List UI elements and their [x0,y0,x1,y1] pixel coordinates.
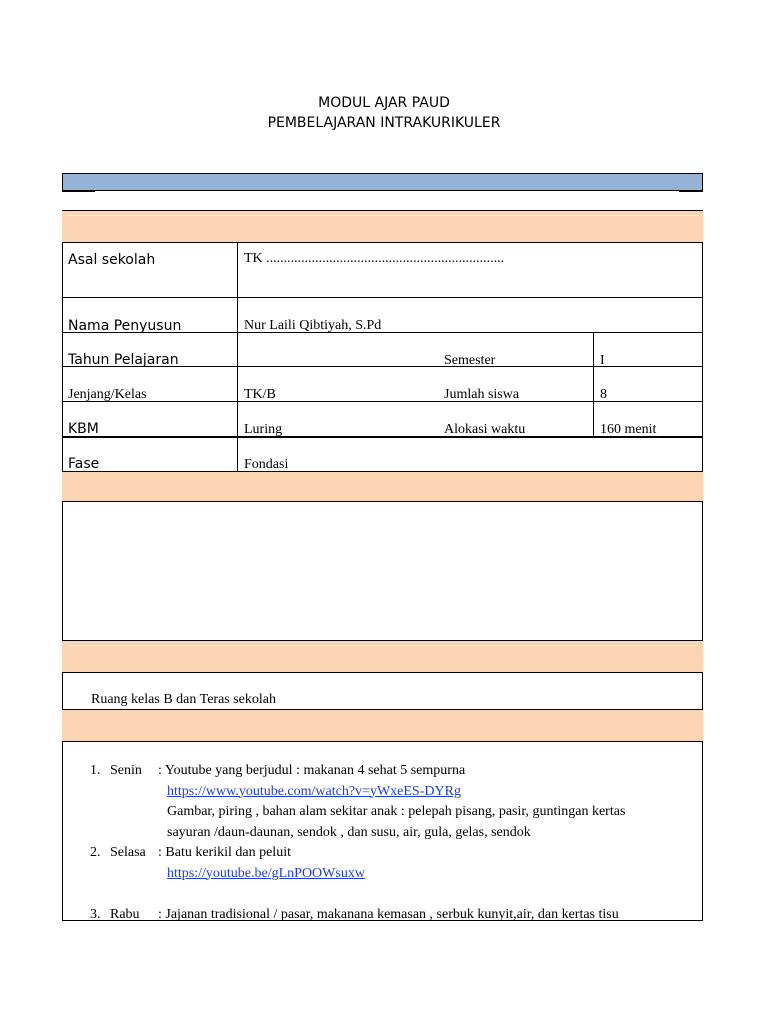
item-number: 2. [90,845,101,860]
item-text: : Youtube yang berjudul : makanan 4 sehat 5 sempurna [158,763,466,778]
jenjang-kelas-value: TK/B [244,387,276,402]
item-number: 3. [90,906,101,922]
column-divider [593,332,594,437]
alokasi-waktu-label: Alokasi waktu [444,422,526,437]
jumlah-siswa-label: Jumlah siswa [444,387,520,402]
item-day: Senin [110,763,142,778]
section-band-4 [62,709,703,742]
section-band-identity [62,210,703,243]
semester-label: Semester [444,353,496,368]
alokasi-waktu-value: 160 menit [600,422,657,437]
item-text: : Batu kerikil dan peluit [158,845,291,860]
title-line-1: MODUL AJAR PAUD [318,95,450,111]
semester-value: I [600,353,605,368]
tahun-pelajaran-label: Tahun Pelajaran [68,352,179,368]
youtube-link[interactable]: https://www.youtube.com/watch?v=yWxeES-DYRg [167,783,461,799]
fase-label: Fase [68,456,100,472]
jumlah-siswa-value: 8 [600,387,607,402]
media-list [90,761,680,925]
item-day: Selasa [110,845,146,860]
asal-sekolah-label: Asal sekolah [68,252,156,268]
kbm-value: Luring [244,422,283,437]
list-item [90,843,680,864]
document-title [0,93,768,133]
jenjang-kelas-label: Jenjang/Kelas [68,387,147,402]
identity-header-bar [62,173,703,191]
item-text: : Jajanan tradisional / pasar, makanana kemasan , serbuk kunyit,air, dan kertas tisu [158,906,619,922]
list-item [90,761,680,782]
kbm-label: KBM [68,421,99,437]
nama-penyusun-value: Nur Laili Qibtiyah, S.Pd [244,318,382,333]
item-number: 1. [90,763,101,778]
item-day: Rabu [110,906,140,922]
tempat-text: Ruang kelas B dan Teras sekolah [91,692,276,707]
list-item [90,905,680,926]
fase-value: Fondasi [244,457,289,472]
youtube-link[interactable]: https://youtube.be/gLnPOOWsuxw [167,865,365,881]
item-detail: Gambar, piring , bahan alam sekitar anak : pelepah pisang, pasir, guntingan kertas [167,804,626,819]
asal-sekolah-value: TK .................................................................... [244,251,505,266]
row-divider [62,297,703,298]
section-band-3 [62,640,703,673]
nama-penyusun-label: Nama Penyusun [68,318,182,334]
section-band-2 [62,471,703,502]
item-detail: sayuran /daun-daunan, sendok , dan susu, air, gula, gelas, sendok [167,824,531,840]
column-divider [237,243,238,471]
title-line-2: PEMBELAJARAN INTRAKURIKULER [267,115,501,131]
